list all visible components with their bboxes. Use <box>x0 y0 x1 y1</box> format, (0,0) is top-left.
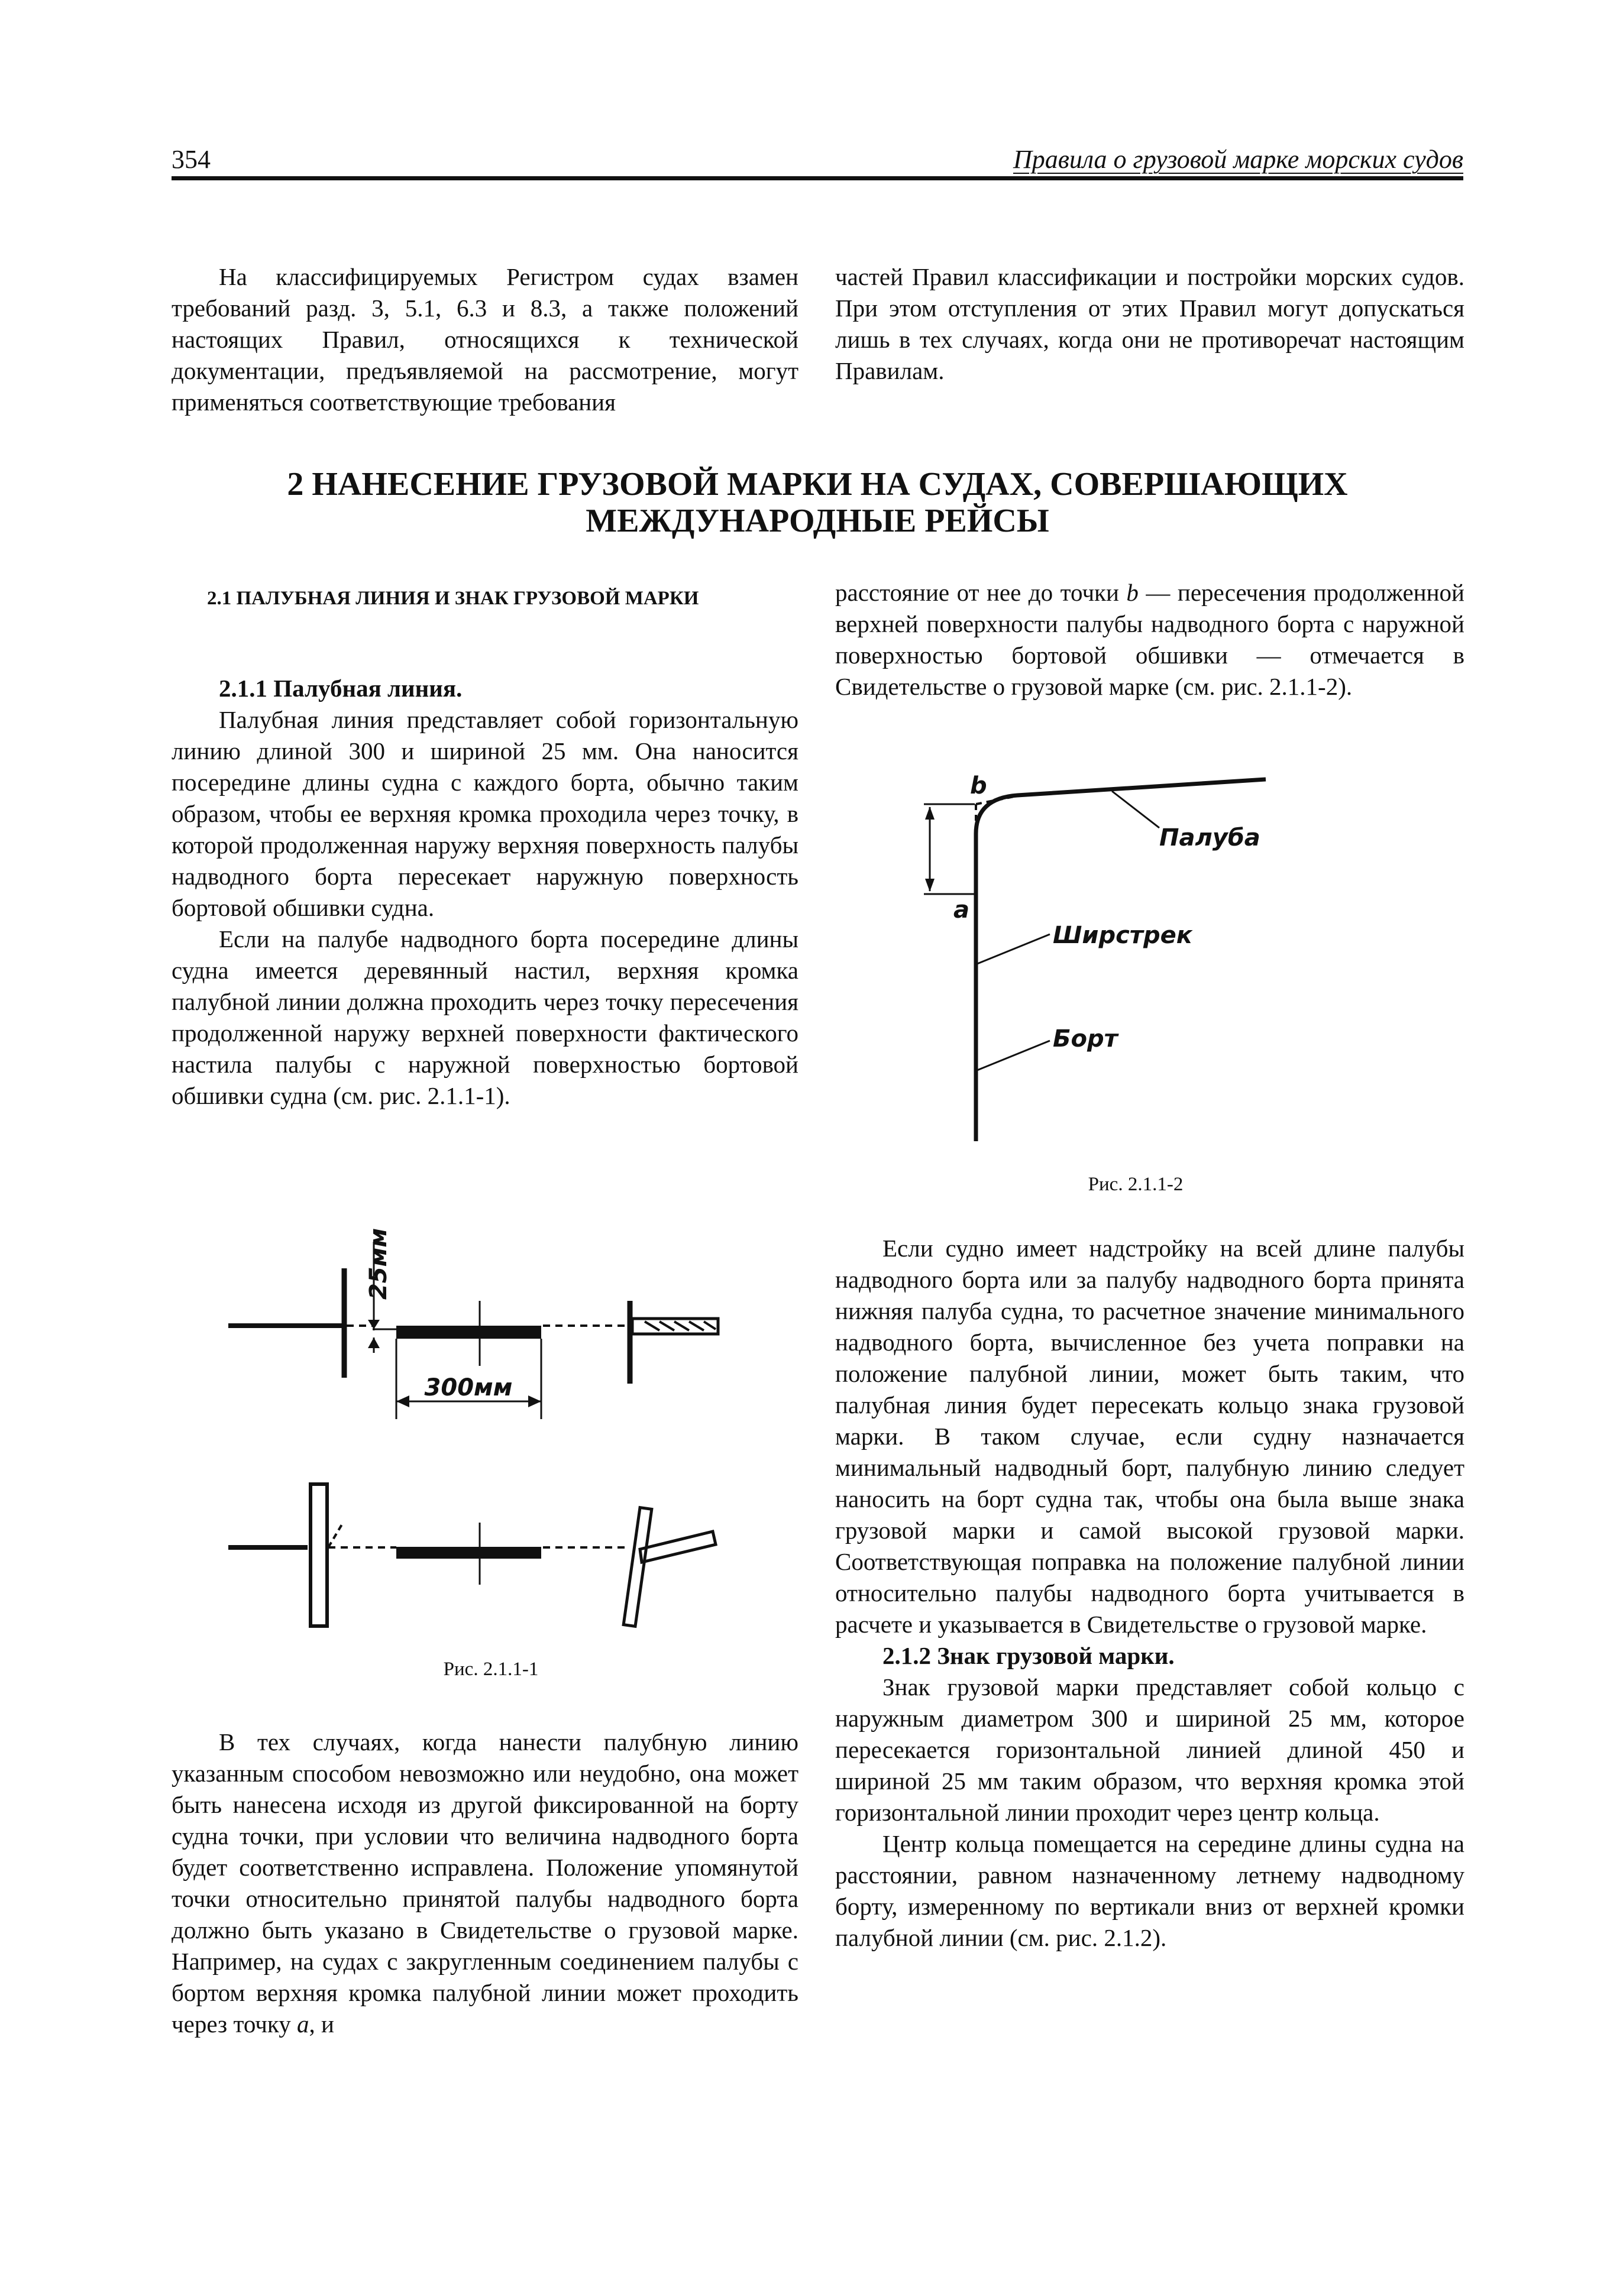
paragraph-alternate-point <box>172 1727 798 2040</box>
chapter-line-2: МЕЖДУНАРОДНЫЕ РЕЙСЫ <box>586 503 1049 539</box>
point-a-ref: a <box>297 2010 309 2038</box>
point-b-ref: b <box>1126 579 1139 606</box>
right-column-lower <box>835 1233 1464 1954</box>
label-300mm: 300мм <box>424 1374 513 1401</box>
label-bort: Борт <box>1053 1025 1118 1053</box>
figure-2-caption: Рис. 2.1.1-2 <box>1088 1174 1184 1195</box>
deck-right-lower <box>640 1531 716 1562</box>
intro-left-text: На классифицируемых Регистром судах взамен требований разд. 3, 5.1, 6.3 и 8.3, а также положений настоящих Правил, относящихся к технической документации, предъявляемой на рассмотрение, могут применяться соответствующие требования <box>172 263 798 416</box>
deck-line-mark <box>396 1326 541 1339</box>
chapter-line-1: 2 НАНЕСЕНИЕ ГРУЗОВОЙ МАРКИ НА СУДАХ, СОВЕРШАЮЩИХ <box>287 466 1348 503</box>
left-column-upper <box>172 673 798 1112</box>
paragraph-wooden-deck: Если на палубе надводного борта посередине длины судна имеется деревянный настил, верхняя кромка палубной линии должна проходить через точку пересечения продолженной наружу верхней поверхности фактического настила палубы с наружной поверхностью бортовой обшивки судна (см. рис. 2.1.1-1). <box>172 925 798 1109</box>
paragraph-load-line-mark: Знак грузовой марки представляет собой кольцо с наружным диаметром 300 и шириной 25 мм, которое пересекается горизонтальной линией длиной 450 и шириной 25 мм таким образом, что верхняя кромка этой горизонтальной линии проходит через центр кольца. <box>835 1673 1464 1826</box>
paragraph-point-b-head: расстояние от нее до точки <box>835 579 1119 606</box>
page-number: 354 <box>172 145 211 174</box>
left-column-lower <box>172 1727 798 2040</box>
figure-1-caption: Рис. 2.1.1-1 <box>443 1659 539 1680</box>
chapter-heading <box>172 466 1463 539</box>
figure-deck-line <box>219 1218 751 1632</box>
paragraph-alternate-text: В тех случаях, когда нанести палубную линию указанным способом невозможно или неудобно, она может быть нанесена исходя из другой фиксированной на борту судна точки, при условии что величина надводного борта будет соответственно исправлена. Положение упомянутой точки относительно принятой палубы надводного борта должно быть указано в Свидетельстве о грузовой марке. Например, на судах с закругленным соединением палубы с бортом верхняя кромка палубной линии может проходить через точку <box>172 1728 798 2038</box>
paragraph-deck-line: Палубная линия представляет собой горизонтальную линию длиной 300 и шириной 25 мм. Она наносится посередине длины судна с каждого борта, обычно таким образом, чтобы ее верхняя кромка проходила через точку, в которой продолженная наружу верхняя поверхность палубы надводного борта пересекает наружную поверхность бортовой обшивки судна. <box>172 706 798 921</box>
right-column-upper <box>835 577 1464 702</box>
heading-2-1-2: 2.1.2 Знак грузовой марки. <box>882 1642 1175 1669</box>
heading-2-1-1: 2.1.1 Палубная линия. <box>219 675 463 702</box>
label-paluba: Палуба <box>1159 824 1260 851</box>
intro-right <box>835 261 1464 387</box>
label-25mm: 25мм <box>365 1228 392 1300</box>
paragraph-superstructure: Если судно имеет надстройку на всей длине палубы надводного борта или за палубу надводного борта принята нижняя палуба судна, то расчетное значение минимального надводного борта, вычисленное без учета поправки на положение палубной линии, может быть таким, что палубная линия будет пересекать кольцо знака грузовой марки. В таком случае, если судну назначается минимальный надводный борт, палубную линию следует наносить на борт судна так, чтобы она была выше знака грузовой марки и самой высокой грузовой марки. Соответствующая поправка на положение палубной линии относительно палубы надводного борта учитывается в расчете и указывается в Свидетельстве о грузовой марке. <box>835 1235 1464 1638</box>
leader-bort <box>977 1041 1050 1070</box>
section-heading: 2.1 ПАЛУБНАЯ ЛИНИЯ И ЗНАК ГРУЗОВОЙ МАРКИ <box>207 588 699 609</box>
figure-deck-side <box>911 763 1337 1165</box>
leader-paluba <box>1112 791 1159 828</box>
side-plate-lower <box>311 1484 327 1626</box>
leader-shirstrek <box>977 934 1050 964</box>
running-title: Правила о грузовой марке морских судов <box>1013 145 1463 174</box>
intro-right-text: частей Правил классификации и постройки морских судов. При этом отступления от этих Правил могут допускаться лишь в тех случаях, когда они не противоречат настоящим Правилам. <box>835 263 1464 384</box>
paragraph-ring-center: Центр кольца помещается на середине длины судна на расстоянии, равном назначенному летнему надводному борту, измеренному по вертикали вниз от верхней кромки палубной линии (см. рис. 2.1.2). <box>835 1830 1464 1951</box>
paragraph-point-b-tail: — пересечения продолженной верхней поверхности палубы надводного борта с наружной поверхностью бортовой обшивки — отмечается в Свидетельстве о грузовой марке (см. рис. 2.1.1-2). <box>835 579 1464 700</box>
paragraph-point-b <box>835 577 1464 702</box>
label-point-a: a <box>953 896 969 924</box>
paragraph-alternate-tail: , и <box>309 2010 334 2038</box>
header-rule <box>172 176 1463 180</box>
label-shirstrek: Ширстрек <box>1053 922 1192 949</box>
intro-left <box>172 261 798 418</box>
label-point-b: b <box>970 772 987 799</box>
deck-line-mark-lower <box>396 1547 541 1559</box>
side-right-lower <box>623 1508 652 1627</box>
